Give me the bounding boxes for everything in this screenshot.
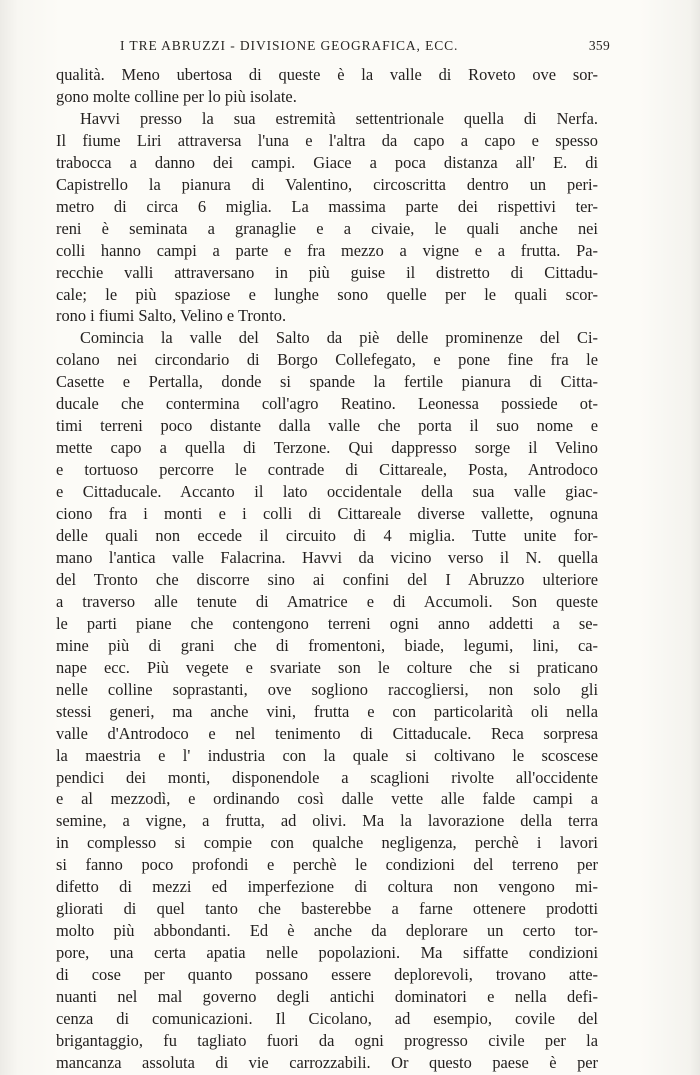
text-line: mancanza assoluta di vie carrozzabili. Or questo paese è per: [56, 1052, 598, 1072]
text-line: Casette e Pertalla, donde si spande la fertile pianura di Citta-: [56, 372, 598, 392]
page-number: 359: [588, 38, 610, 53]
text-line: colli hanno campi a parte e fra mezzo a vigne e a frutta. Pa-: [56, 240, 598, 260]
text-line: trabocca a danno dei campi. Giace a poca distanza all' E. di: [56, 152, 598, 172]
text-line: rono i fiumi Salto, Velino e Tronto.: [56, 306, 287, 326]
text-line: nape ecc. Più vegete e svariate son le colture che si praticano: [56, 657, 598, 677]
text-line: qualità. Meno ubertosa di queste è la valle di Roveto ove sor-: [56, 65, 598, 84]
text-line: e al mezzodì, e ordinando così dalle vette alle falde campi a: [56, 789, 598, 809]
text-line: e Cittaducale. Accanto il lato occidentale della sua valle giac-: [56, 482, 598, 502]
text-line: difetto di mezzi ed imperfezione di coltura non vengono mi-: [56, 877, 598, 897]
text-line: brigantaggio, fu tagliato fuori da ogni progresso civile per la: [56, 1030, 598, 1050]
text-line: si fanno poco profondi e perchè le condizioni del terreno per: [56, 855, 598, 875]
text-line: a traverso alle tenute di Amatrice e di Accumoli. Son queste: [56, 591, 598, 611]
text-line: gono molte colline per lo più isolate.: [56, 86, 297, 106]
text-line: in complesso si compie con qualche negligenza, perchè i lavori: [56, 833, 598, 853]
text-line: cale; le più spaziose e lunghe sono quelle per le quali scor-: [56, 284, 598, 304]
text-line: timi terreni poco distante dalla valle che porta il suo nome e: [56, 416, 598, 436]
text-line: mano l'antica valle Falacrina. Havvi da vicino verso il N. quella: [56, 547, 598, 567]
text-line: colano nei circondario di Borgo Collefegato, e pone fine fra le: [56, 350, 598, 370]
text-line: Comincia la valle del Salto da piè delle prominenze del Ci-: [80, 328, 598, 348]
text-line: ducale che contermina coll'agro Reatino. Leonessa possiede ot-: [56, 394, 598, 414]
text-line: mette capo a quella di Terzone. Qui dappresso sorge il Velino: [56, 438, 598, 458]
text-line: recchie valli attraversano in più guise il distretto di Cittadu-: [56, 262, 598, 282]
text-line: pendici dei monti, disponendole a scaglioni rivolte all'occidente: [56, 767, 598, 787]
text-line: mine più di grani che di fromentoni, biade, legumi, lini, ca-: [56, 635, 598, 655]
text-line: metro di circa 6 miglia. La massima parte dei rispettivi ter-: [56, 196, 598, 216]
text-line: nelle colline soprastanti, ove sogliono raccogliersi, non solo gli: [56, 679, 598, 699]
text-line: ciono fra i monti e i colli di Cittareale diverse vallette, ognuna: [56, 504, 598, 524]
text-line: valle d'Antrodoco e nel tenimento di Cittaducale. Reca sorpresa: [56, 723, 598, 743]
text-line: gliorati di quel tanto che basterebbe a farne ottenere prodotti: [56, 899, 598, 919]
text-line: del Tronto che discorre sino ai confini del I Abruzzo ulteriore: [56, 569, 598, 589]
text-line: delle quali non eccede il circuito di 4 miglia. Tutte unite for-: [56, 526, 598, 546]
text-line: Il fiume Liri attraversa l'una e l'altra da capo a capo e spesso: [56, 130, 598, 150]
text-line: molto più abbondanti. Ed è anche da deplorare un certo tor-: [56, 921, 598, 941]
text-line: semine, a vigne, a frutta, ad olivi. Ma la lavorazione della terra: [56, 811, 598, 831]
text-line: Capistrello la pianura di Valentino, circoscritta dentro un peri-: [56, 174, 598, 194]
text-line: stessi generi, ma anche vini, frutta e con particolarità oli nella: [56, 701, 598, 721]
text-line: reni è seminata a granaglie e a civaie, le quali anche nei: [56, 218, 598, 238]
text-line: cenza di comunicazioni. Il Cicolano, ad esempio, covile del: [56, 1008, 598, 1028]
body-text: [56, 64, 598, 1074]
text-line: la maestria e l' industria con la quale si coltivano le scoscese: [56, 745, 598, 765]
text-line: di cose per quanto possano essere deplorevoli, trovano atte-: [56, 965, 598, 985]
text-line: le parti piane che contengono terreni ogni anno addetti a se-: [56, 613, 598, 633]
text-line: Havvi presso la sua estremità settentrionale quella di Nerfa.: [80, 108, 598, 128]
text-line: pore, una certa apatia nelle popolazioni. Ma siffatte condizioni: [56, 943, 598, 963]
text-line: e tortuoso percorre le contrade di Cittareale, Posta, Antrodoco: [56, 460, 598, 480]
text-line: nuanti nel mal governo degli antichi dominatori e nella defi-: [56, 987, 598, 1007]
running-title: I TRE ABRUZZI - DIVISIONE GEOGRAFICA, ECC.: [120, 38, 459, 53]
